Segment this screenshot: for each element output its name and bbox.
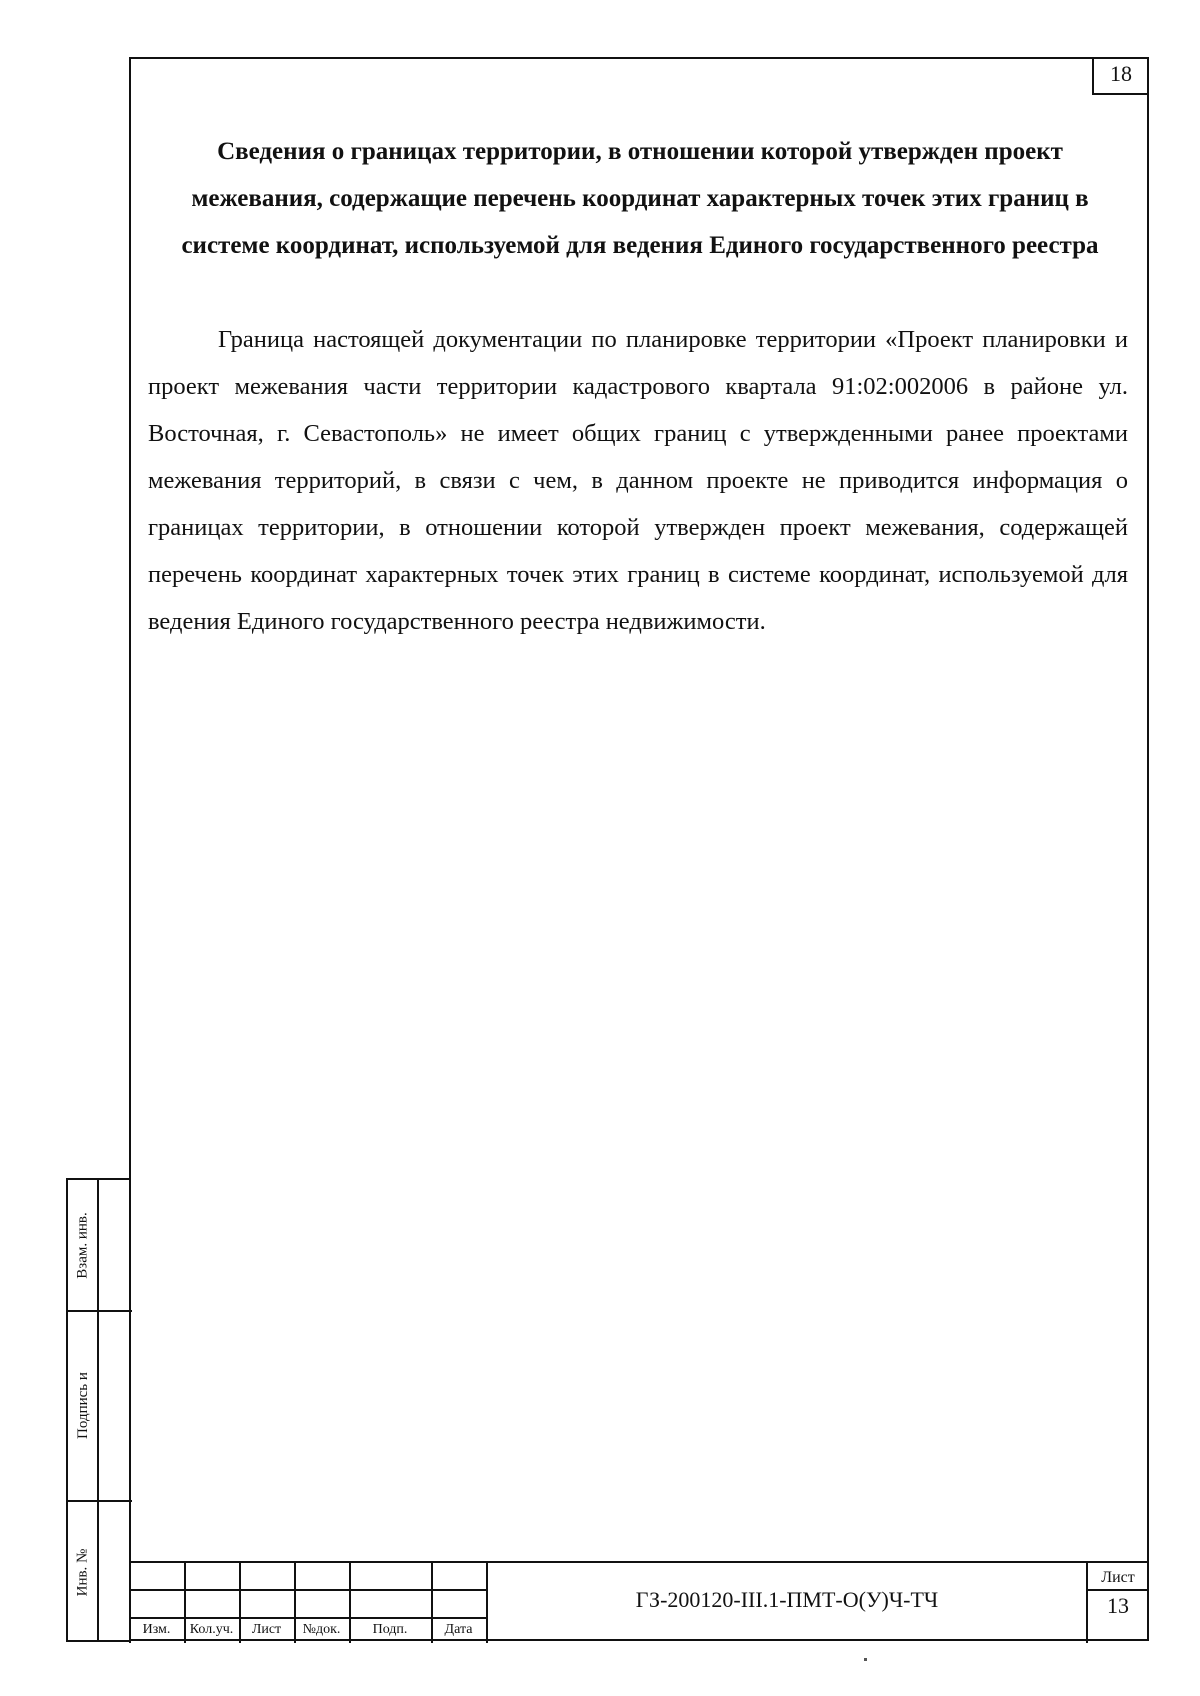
column-label-list: Лист	[251, 1622, 282, 1637]
column-label-izm: Изм.	[142, 1622, 171, 1637]
side-label-podpis: Подпись и	[74, 1371, 91, 1439]
body-paragraph: Граница настоящей документации по планировке территории «Проект планировки и проект межевания части территории кадастрового квартала 91:02:002006 в районе ул. Восточная, г. Севастополь» не имеет общих границ с утвержденными ранее проектами межевания территорий, в связи с чем, в данном проекте не приводится информация о границах территории, в отношении которой утвержден проект межевания, содержащей перечень координат характерных точек этих границ в системе координат, используемой для ведения Единого государственного реестра недвижимости.	[148, 326, 1128, 635]
section-heading: Сведения о границах территории, в отношении которой утвержден проект межевания, содержащие перечень координат характерных точек этих границ в системе координат, используемой для ведения Единого государственного реестра	[181, 138, 1099, 259]
title-block	[129, 1561, 1149, 1641]
column-label-koluch: Кол.уч.	[189, 1622, 234, 1637]
side-stamp	[66, 1178, 130, 1642]
sheet-label: Лист	[1101, 1569, 1135, 1586]
column-label-podp: Подп.	[372, 1622, 408, 1637]
side-label-inv-no: Инв. №	[74, 1548, 91, 1596]
sheet-number: 13	[1107, 1593, 1129, 1618]
side-label-vzam-inv: Взам. инв.	[74, 1211, 91, 1279]
top-page-number: 18	[1092, 57, 1148, 95]
column-label-data: Дата	[444, 1622, 473, 1637]
page-frame	[129, 57, 1149, 1641]
column-label-ndok: №док.	[302, 1622, 341, 1637]
document-code: ГЗ-200120-III.1-ПМТ-О(У)Ч-ТЧ	[635, 1587, 939, 1612]
scan-speck	[864, 1658, 867, 1661]
